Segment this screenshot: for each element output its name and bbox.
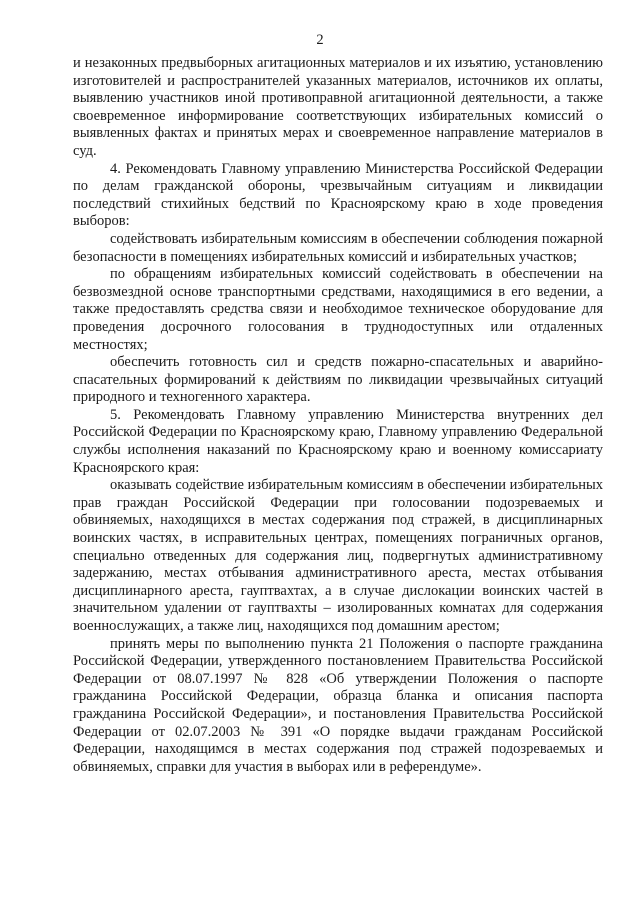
page-number: 2 — [316, 32, 324, 48]
paragraph-item-4: 4. Рекомендовать Главному управлению Министерства Российской Федерации по делам гражданской обороны, чрезвычайным ситуациям и ликвидации последствий стихийных бедствий по Красноярскому краю в ходе проведения выборов: — [73, 160, 603, 230]
paragraph-fire-safety: содействовать избирательным комиссиям в обеспечении соблюдения пожарной безопасности в помещениях избирательных комиссий и избирательных участков; — [73, 230, 603, 265]
paragraph-transport-assistance: по обращениям избирательных комиссий содействовать в обеспечении на безвозмездной основе транспортными средствами, находящимися в его ведении, а также предоставлять средства связи и необходимое техническое оборудование для проведения досрочного голосования в труднодоступных или отдаленных местностях; — [73, 266, 603, 353]
paragraph-continuation: и незаконных предвыборных агитационных материалов и их изъятию, установлению изготовителей и распространителей указанных материалов, источников их оплаты, выявлению участников иной противоправной агитационной деятельности, а также своевременное информирование соответствующих избирательных комиссий о выявленных фактах и принятых мерах и своевременное направление материалов в суд. — [73, 55, 603, 159]
paragraph-voting-rights: оказывать содействие избирательным комиссиям в обеспечении избирательных прав граждан Российской Федерации при голосовании подозреваемых и обвиняемых, находящихся в местах содержания под стражей, в дисциплинарных воинских частях, в исправительных центрах, помещениях пограничных органов, специально отведенных для содержания лиц, подвергнутых административному задержанию, местах отбывания административного ареста, местах отбывания дисциплинарного ареста, гауптвахтах, а в случае дислокации воинских частей в значительном удалении от гауптвахты – изолированных комнатах для содержания военнослужащих, а также лиц, находящихся под домашним арестом; — [73, 477, 603, 634]
paragraph-item-5: 5. Рекомендовать Главному управлению Министерства внутренних дел Российской Федерации по Красноярскому краю, Главному управлению Федеральной службы исполнения наказаний по Красноярскому краю и военному комиссариату Красноярского края: — [73, 406, 603, 476]
paragraph-emergency-readiness: обеспечить готовность сил и средств пожарно-спасательных и аварийно-спасательных формирований к действиям по ликвидации чрезвычайных ситуаций природного и техногенного характера. — [73, 354, 603, 406]
paragraph-passport-measures: принять меры по выполнению пункта 21 Положения о паспорте гражданина Российской Федерации, утвержденного постановлением Правительства Российской Федерации от 08.07.1997 № 828 «Об утверждении Положения о паспорте гражданина Российской Федерации, образца бланка и описания паспорта гражданина Российской Федерации», и постановления Правительства Российской Федерации от 02.07.2003 № 391 «О порядке выдачи гражданам Российской Федерации, находящимся в местах содержания под стражей подозреваемых и обвиняемых, справки для участия в выборах или в референдуме». — [73, 635, 603, 775]
document-body — [73, 55, 603, 776]
